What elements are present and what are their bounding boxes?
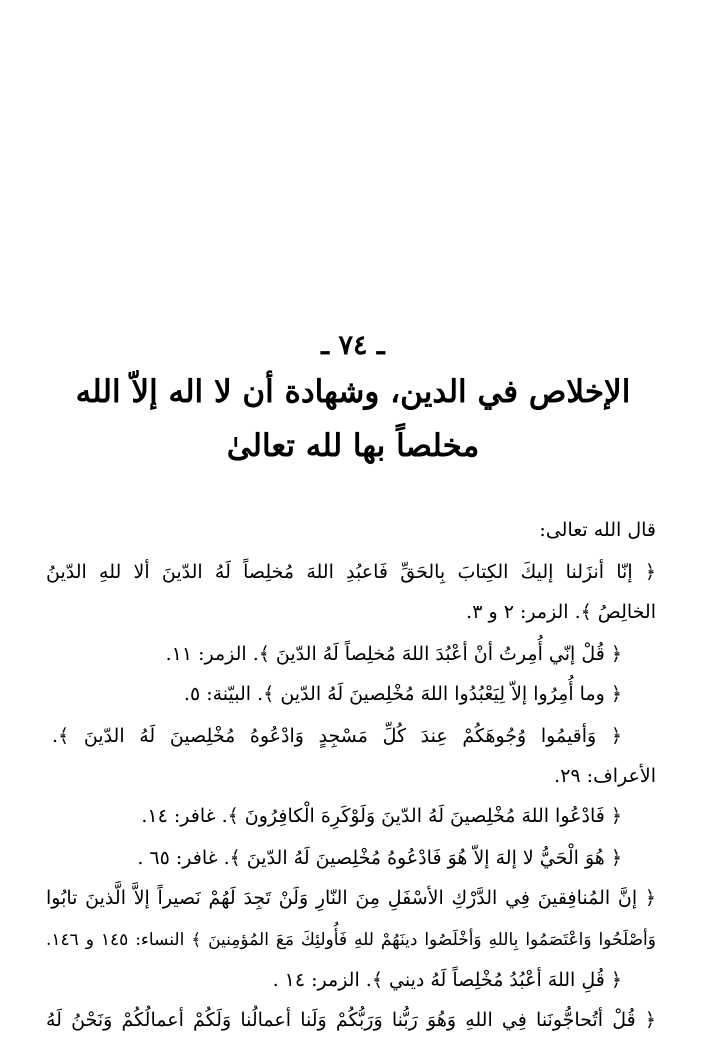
section-number: ـ ٧٤ ـ xyxy=(321,330,385,361)
verse-line: ﴿ إنّا أنزَلنا إليكَ الكِتابَ بِالحَقِّ فَاعبُدِ اللهَ مُخلِصاً لَهُ الدّينَ ألا للهِ الدّينُ xyxy=(46,561,656,583)
verse-line: ﴿ هُوَ الْحَيُّ لا إلهَ إلاّ هُوَ فَادْعُوهُ مُخْلِصينَ لَهُ الدّينَ ﴾. غافر: ٦٥ . xyxy=(137,847,622,869)
chapter-title-line-1: الإخلاص في الدين، وشهادة أن لا اله إلاّ الله xyxy=(75,374,631,410)
verse-line: وَأصْلَحُوا وَاعْتَصَمُوا بِاللهِ وَأخْلَصُوا دينَهُمْ للهِ فَأُولئِكَ مَعَ المُؤمِنينَ ﴾ النساء: ١٤٥ و ١٤٦. xyxy=(46,930,656,950)
verse-line: ﴿ إنَّ المُنافِقينَ فِي الدَّرْكِ الأسْفَلِ مِنَ النّارِ وَلَنْ تَجِدَ لَهُمْ نَصيراً إلاَّ الَّذينَ تابُوا xyxy=(46,887,656,909)
verse-line: ﴿ قُلْ أتُحاجُّونَنا فِي اللهِ وَهُوَ رَبُّنا وَرَبُّكُمْ وَلَنا أعمالُنا وَلَكُمْ أعمالُكُمْ وَنَحْنُ لَهُ xyxy=(46,1009,656,1031)
verse-line: ﴿ وما أُمِرُوا إلاّ لِيَعْبُدُوا اللهَ مُخْلِصينَ لَهُ الدّين ﴾. البيّنة: ٥. xyxy=(183,683,622,705)
intro-text: قال الله تعالى: xyxy=(539,519,656,541)
verse-line: ﴿ وَأقيمُوا وُجُوهَكُمْ عِندَ كُلِّ مَسْجِدٍ وَادْعُوهُ مُخْلِصينَ لَهُ الدّينَ ﴾. xyxy=(52,725,622,747)
verse-line: الخالِصُ ﴾. الزمر: ٢ و ٣. xyxy=(466,601,656,623)
verse-line: ﴿ قُلِ اللهَ أعْبُدُ مُخْلِصاً لَهُ ديني ﴾. الزمر: ١٤ . xyxy=(272,969,622,991)
verse-line: الأعراف: ٢٩. xyxy=(554,765,656,787)
verse-line: ﴿ فَادْعُوا اللهَ مُخْلِصينَ لَهُ الدّينَ وَلَوْكَرِهَ الْكافِرُونَ ﴾. غافر: ١٤. xyxy=(141,805,622,827)
verse-line: ﴿ قُلْ إنّي أُمِرتُ أنْ أعْبُدَ اللهَ مُخلِصاً لَهُ الدّينَ ﴾. الزمر: ١١. xyxy=(165,643,622,665)
chapter-title-line-2: مخلصاً بها لله تعالىٰ xyxy=(226,428,480,464)
